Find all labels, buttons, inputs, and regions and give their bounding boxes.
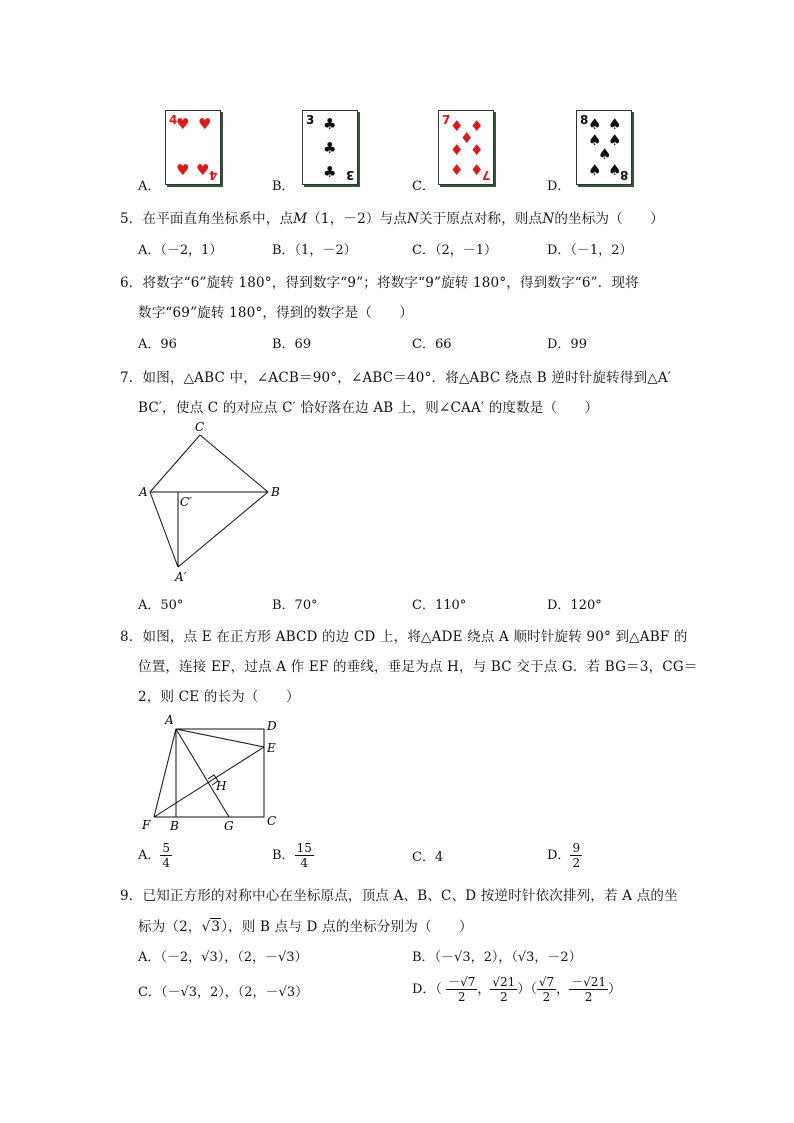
denominator: 2 — [457, 990, 466, 1004]
card-rank: 8 — [580, 113, 589, 127]
q9-stem-line2 — [138, 915, 473, 935]
q5-text: （1，－2）与点 — [307, 211, 408, 227]
heart-icon: ♥ — [176, 161, 190, 179]
fraction — [490, 975, 517, 1004]
denominator: 2 — [584, 990, 593, 1004]
option-letter: B． — [272, 848, 295, 863]
diamond-icon: ♦ — [470, 141, 484, 159]
denominator: 2 — [572, 856, 581, 870]
segment-a-aprime — [150, 492, 178, 567]
q8-option-b — [272, 841, 314, 870]
q4-option-d-letter: D． — [547, 179, 571, 194]
diamond-icon: ♦ — [450, 161, 464, 179]
q7-figure — [135, 415, 295, 590]
numerator: 9 — [572, 841, 581, 855]
numerator: √21 — [492, 975, 516, 989]
card-rank: 3 — [306, 113, 315, 127]
radicand: 3 — [211, 919, 221, 935]
spade-icon: ♠ — [608, 131, 622, 149]
q5-number: 5． — [120, 211, 143, 227]
q4-option-c-letter: C． — [412, 179, 435, 194]
q9-option-a: A．（－2，√3），（2，－√3） — [138, 950, 308, 965]
label-e: E — [267, 741, 276, 755]
q7-number: 7． — [120, 370, 143, 386]
numerator: √21 — [583, 975, 607, 989]
sqrt-icon: √ — [201, 919, 211, 935]
fraction — [295, 841, 314, 870]
q5-option-b: B．（1，－2） — [272, 243, 357, 258]
playing-card-4-hearts — [165, 110, 221, 185]
label-a: A — [139, 485, 148, 499]
q4-option-b-letter: B． — [272, 179, 295, 194]
diamond-icon: ♦ — [470, 161, 484, 179]
q6-stem-line2: 数字“69”旋转 180°，得到的数字是（ ） — [138, 305, 414, 321]
q9-option-d: D．（ $\frac{-√7}{2}$ ， $\frac{√21}{2}$ ）（ $\frac{√7}{2}$ ， $\frac{-√21}{2}$ ） — [412, 975, 622, 1004]
label-c-prime: C′ — [180, 495, 192, 509]
label-g: G — [224, 819, 234, 833]
fraction — [160, 841, 172, 870]
option-letter: A． — [138, 848, 161, 863]
segment-fe — [154, 747, 264, 817]
q7-stem-line1 — [120, 366, 671, 386]
q8-option-d — [547, 841, 582, 870]
segment-cb — [200, 435, 268, 492]
q6-option-a: A．96 — [138, 337, 177, 352]
q6-option-d: D．99 — [547, 337, 587, 352]
numerator: √7 — [538, 975, 555, 989]
option-letter: C． — [412, 850, 435, 865]
denominator: 4 — [300, 856, 309, 870]
segment-ag — [176, 729, 229, 817]
q5-point-m: M — [293, 211, 308, 227]
label-d: D — [267, 719, 277, 733]
club-icon: ♣ — [323, 115, 337, 133]
q9-text: 标为（2， — [138, 919, 202, 935]
label-c: C — [195, 420, 205, 434]
q9-stem-line1 — [120, 884, 678, 904]
q9-option-c: C．（－√3，2），（2，－√3） — [138, 985, 309, 1000]
spade-icon: ♠ — [608, 161, 622, 179]
segment-af — [154, 729, 176, 817]
q5-text: 关于原点对称，则点 — [419, 211, 543, 227]
playing-card-3-clubs — [302, 110, 358, 185]
heart-icon: ♥ — [176, 115, 190, 133]
numerator: √7 — [460, 975, 476, 989]
spade-icon: ♠ — [588, 115, 602, 133]
q9-text: ），则 B 点与 D 点的坐标分别为（ ） — [221, 919, 473, 935]
label-b: B — [170, 819, 179, 833]
q6-option-c: C．66 — [412, 337, 452, 352]
playing-card-7-diamonds — [438, 110, 494, 185]
label-b: B — [271, 485, 280, 499]
q8-stem-line3: 2，则 CE 的长为（ ） — [138, 689, 300, 705]
q9-option-b: B．（－√3，2），（√3，－2） — [412, 950, 582, 965]
denominator: 2 — [542, 990, 551, 1004]
label-a: A — [165, 713, 174, 727]
spade-icon: ♠ — [588, 161, 602, 179]
q8-option-c — [412, 846, 443, 865]
card-rank: 3 — [345, 168, 354, 182]
label-a-prime: A′ — [175, 570, 187, 584]
q8-text: 如图，点 E 在正方形 ABCD 的边 CD 上，将△ADE 绕点 A 顺时针旋转 90° 到△ABF 的 — [142, 629, 688, 645]
fraction — [537, 975, 556, 1004]
spade-icon: ♠ — [588, 131, 602, 149]
diamond-icon: ♦ — [470, 117, 484, 135]
q8-stem-line2: 位置，连接 EF，过点 A 作 EF 的垂线，垂足为点 H，与 BC 交于点 G．若 BG＝3，CG＝ — [138, 659, 698, 675]
q5-stem — [120, 207, 664, 227]
option-letter: D． — [547, 848, 571, 863]
denominator: 4 — [162, 856, 171, 870]
card-rank: 7 — [481, 168, 490, 182]
spade-icon: ♠ — [608, 115, 622, 133]
diamond-icon: ♦ — [450, 117, 464, 135]
option-letter: D．（ — [412, 982, 442, 997]
q7-option-b: B．70° — [272, 598, 318, 613]
q6-option-b: B．69 — [272, 337, 312, 352]
q7-stem-line2: BC′，使点 C 的对应点 C′ 恰好落在边 AB 上，则∠CAA′ 的度数是（ ） — [138, 400, 599, 416]
heart-icon: ♥ — [198, 115, 212, 133]
q5-option-c: C．（2，－1） — [412, 243, 497, 258]
q5-text: 的坐标为（ ） — [554, 211, 664, 227]
card-rank: 4 — [208, 168, 217, 182]
fraction: $\frac{-√7}{2}$ — [448, 975, 476, 1004]
label-f: F — [142, 818, 151, 832]
q4-option-a-letter: A． — [138, 179, 161, 194]
q9-number: 9． — [120, 888, 143, 904]
q5-option-d: D．（－1，2） — [547, 243, 633, 258]
diamond-icon: ♦ — [450, 141, 464, 159]
option-value: 4 — [434, 850, 444, 865]
q6-number: 6． — [120, 275, 143, 291]
q8-number: 8． — [120, 629, 143, 645]
q7-option-d: D．120° — [547, 598, 602, 613]
q8-stem-line1 — [120, 625, 688, 645]
q6-text: 将数字“6”旋转 180°，得到数字“9”；将数字“9”旋转 180°，得到数字“6”．现将 — [142, 275, 639, 291]
club-icon: ♣ — [323, 163, 337, 181]
diamond-icon: ♦ — [460, 129, 474, 147]
fraction — [570, 841, 582, 870]
q7-text: 如图，△ABC 中，∠ACB＝90°，∠ABC＝40°．将△ABC 绕点 B 逆时针旋转得到△A′ — [142, 370, 672, 386]
label-c: C — [267, 814, 277, 828]
q8-figure — [135, 710, 295, 835]
q6-stem-line1 — [120, 271, 639, 291]
numerator: 5 — [162, 841, 171, 855]
label-h: H — [216, 779, 227, 793]
denominator: 2 — [500, 990, 508, 1004]
club-icon: ♣ — [323, 139, 337, 157]
spade-icon: ♠ — [598, 145, 612, 163]
playing-card-8-spades — [576, 110, 632, 185]
segment-ac — [150, 435, 200, 492]
card-rank: 4 — [169, 113, 178, 127]
card-rank: 8 — [619, 168, 628, 182]
q5-text: 在平面直角坐标系中，点 — [142, 211, 294, 227]
q8-option-a — [138, 841, 172, 870]
q7-option-c: C．110° — [412, 598, 467, 613]
numerator: 15 — [296, 841, 312, 855]
heart-icon: ♥ — [196, 161, 210, 179]
q5-point-n: N — [407, 211, 420, 227]
q9-text: 已知正方形的对称中心在坐标原点，顶点 A、B、C、D 按逆时针依次排列，若 A 点的坐 — [142, 888, 678, 904]
fraction: $\frac{-√21}{2}$ — [571, 975, 607, 1004]
q5-option-a: A．（－2，1） — [138, 243, 223, 258]
card-rank: 7 — [442, 113, 451, 127]
segment-ae — [176, 729, 264, 747]
q5-point-n: N — [542, 211, 555, 227]
square-abcd — [176, 729, 264, 817]
q7-option-a: A．50° — [138, 598, 184, 613]
